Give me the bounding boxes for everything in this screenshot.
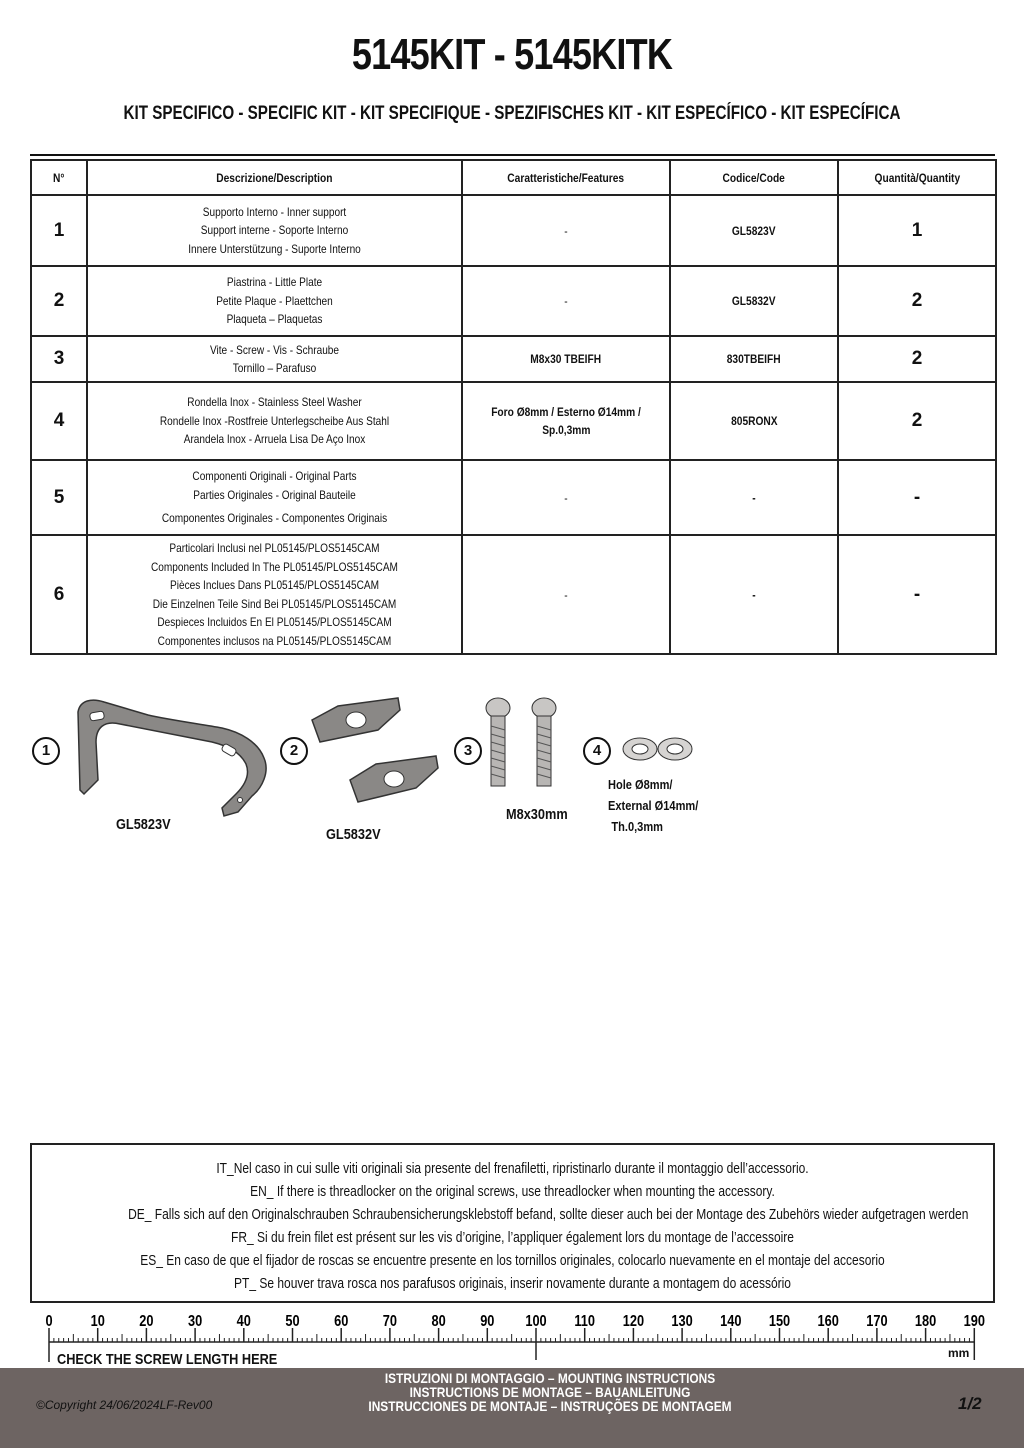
notice-line-pt: PT_ Se houver trava rosca nos parafusos originais, inserir novamente durante a montagem do acessório — [234, 1275, 791, 1292]
notice-line-en: EN_ If there is threadlocker on the original screws, use threadlocker when mounting the accessory. — [250, 1183, 775, 1200]
washer-icon — [623, 738, 692, 760]
table-row — [31, 382, 996, 460]
part-1-label: GL5823V — [116, 816, 171, 833]
row-quantity: 1 — [838, 195, 996, 266]
row-code: GL5832V — [670, 266, 838, 336]
row-description: Rondella Inox - Stainless Steel Washer Rondelle Inox -Rostfreie Unterlegscheibe Aus Stahl Arandela Inox - Arruela Lisa De Aço Inox — [87, 382, 462, 460]
check-screw-length-label: CHECK THE SCREW LENGTH HERE — [57, 1351, 278, 1368]
ruler-tick-label: 30 — [187, 1312, 203, 1331]
ruler-tick-label: 0 — [45, 1312, 53, 1331]
col-header-quantity: Quantità/Quantity — [838, 160, 996, 195]
copyright-text: ©Copyright 24/06/2024LF-Rev00 — [36, 1398, 213, 1412]
col-header-code: Codice/Code — [670, 160, 838, 195]
row-description: Componenti Originali - Original Parts Parties Originales - Original Bauteile Componentes Originales - Componentes Originais — [87, 460, 462, 535]
table-row — [31, 460, 996, 535]
ruler-tick-label: 180 — [914, 1312, 937, 1331]
parts-table — [30, 159, 997, 655]
ruler-tick-label: 70 — [382, 1312, 398, 1331]
ruler-tick-label: 170 — [866, 1312, 888, 1331]
row-number: 3 — [31, 336, 87, 382]
row-quantity: - — [838, 460, 996, 535]
part-2-badge: 2 — [280, 737, 308, 765]
ruler-tick-label: 20 — [139, 1312, 154, 1331]
row-code: GL5823V — [670, 195, 838, 266]
row-number: 6 — [31, 535, 87, 654]
row-quantity: 2 — [838, 382, 996, 460]
table-row — [31, 535, 996, 654]
page-subtitle: KIT SPECIFICO - SPECIFIC KIT - KIT SPECIFIQUE - SPEZIFISCHES KIT - KIT ESPECÍFICO - KIT ESPECÍFICA — [123, 103, 901, 124]
part-1-badge: 1 — [32, 737, 60, 765]
ruler-tick-label: 50 — [285, 1312, 300, 1331]
row-description: Vite - Screw - Vis - Schraube Tornillo – Parafuso — [87, 336, 462, 382]
table-row — [31, 336, 996, 382]
page-number: 1/2 — [958, 1394, 982, 1413]
ruler-tick-label: 140 — [720, 1312, 742, 1331]
part-4-label: Hole Ø8mm/ External Ø14mm/ Th.0,3mm — [608, 777, 699, 834]
row-quantity: 2 — [838, 266, 996, 336]
row-code: - — [670, 460, 838, 535]
col-header-description: Descrizione/Description — [87, 160, 462, 195]
row-quantity: 2 — [838, 336, 996, 382]
row-features: M8x30 TBEIFH — [462, 336, 670, 382]
row-code: - — [670, 535, 838, 654]
row-number: 5 — [31, 460, 87, 535]
row-number: 1 — [31, 195, 87, 266]
row-quantity: - — [838, 535, 996, 654]
ruler-tick-label: 150 — [768, 1312, 791, 1331]
row-description: Piastrina - Little Plate Petite Plaque - Plaettchen Plaqueta – Plaquetas — [87, 266, 462, 336]
little-plate-icon — [312, 698, 438, 802]
ruler-tick-label: 190 — [963, 1312, 985, 1331]
footer-title: ISTRUZIONI DI MONTAGGIO – MOUNTING INSTRUCTIONS INSTRUCTIONS DE MONTAGE – BAUANLEITUNG INSTRUCCIONES DE MONTAJE – INSTRUÇÕES DE MONTAGEM — [368, 1370, 732, 1414]
ruler-tick-label: 60 — [334, 1312, 349, 1331]
part-2-label: GL5832V — [326, 826, 381, 843]
notice-line-es: ES_ En caso de que el fijador de roscas se encuentre presente en los tornillos originales, colocarlo nuevamente en el montaje del accesorio — [140, 1252, 885, 1269]
part-4-badge: 4 — [583, 737, 611, 765]
header-divider — [30, 154, 995, 156]
col-header-number: N° — [31, 160, 87, 195]
row-description: Particolari Inclusi nel PL05145/PLOS5145CAM Components Included In The PL05145/PLOS5145CAM Pièces Inclues Dans PL05145/PLOS5145CAM Die Einzelnen Teile Sind Bei PL05145/PLOS5145CAM Despieces Incluidos En El PL05145/PLOS5145CAM Componentes inclusos na PL05145/PLOS5145CAM — [87, 535, 462, 654]
inner-support-bracket-icon — [78, 700, 266, 816]
ruler-tick-label: 90 — [480, 1312, 495, 1331]
row-code: 805RONX — [670, 382, 838, 460]
threadlocker-notice — [30, 1143, 995, 1303]
col-header-features: Caratteristiche/Features — [462, 160, 670, 195]
row-features: Foro Ø8mm / Esterno Ø14mm / Sp.0,3mm — [462, 382, 670, 460]
row-number: 4 — [31, 382, 87, 460]
row-features: - — [462, 460, 670, 535]
notice-line-it: IT_Nel caso in cui sulle viti originali sia presente del frenafiletti, ripristinarlo durante il montaggio dell’accessorio. — [216, 1160, 809, 1177]
ruler-tick-label: 160 — [817, 1312, 839, 1331]
ruler-unit-label: mm — [948, 1346, 970, 1360]
part-3-badge: 3 — [454, 737, 482, 765]
ruler-tick-label: 40 — [236, 1312, 251, 1331]
row-code: 830TBEIFH — [670, 336, 838, 382]
ruler-tick-label: 10 — [90, 1312, 105, 1331]
table-row — [31, 195, 996, 266]
part-3-label: M8x30mm — [506, 806, 568, 823]
ruler-tick-label: 130 — [671, 1312, 693, 1331]
notice-line-de: DE_ Falls sich auf den Originalschrauben Schraubensicherungsklebstoff befand, sollte dieser auch bei der Montage des Zubehörs wieder aufgetragen werden — [128, 1206, 969, 1223]
row-features: - — [462, 195, 670, 266]
table-row — [31, 266, 996, 336]
parts-illustration — [0, 690, 1024, 860]
ruler-tick-label: 80 — [431, 1312, 446, 1331]
table-header-row — [31, 160, 996, 195]
screw-icon — [486, 698, 556, 786]
ruler-tick-label: 100 — [525, 1312, 547, 1331]
row-description: Supporto Interno - Inner support Support interne - Soporte Interno Innere Unterstützung - Suporte Interno — [87, 195, 462, 266]
notice-line-fr: FR_ Si du frein filet est présent sur les vis d’origine, l’appliquer également lors du montage de l’accessoire — [231, 1229, 794, 1246]
page-title: 5145KIT - 5145KITK — [351, 30, 673, 79]
row-features: - — [462, 266, 670, 336]
ruler-tick-label: 120 — [622, 1312, 645, 1331]
row-number: 2 — [31, 266, 87, 336]
row-features: - — [462, 535, 670, 654]
ruler-tick-label: 110 — [574, 1312, 596, 1331]
